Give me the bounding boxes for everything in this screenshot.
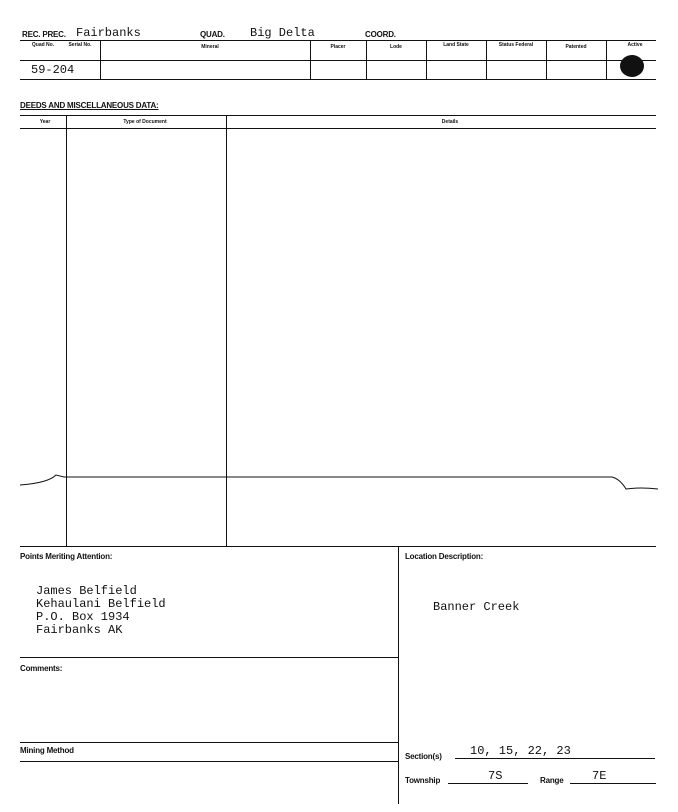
range-label: Range [540,776,564,785]
col-sep [310,41,311,79]
section-underline [455,758,655,759]
comments-top-rule [20,657,398,658]
col-sep [366,41,367,79]
quad-value: Big Delta [250,26,315,40]
col-sep [426,41,427,79]
header-bottom-rule [20,79,656,80]
points-line: Kehaulani Belfield [36,597,166,611]
township-value: 7S [488,769,503,783]
col-placer: Placer [330,44,346,50]
header-mid-rule [20,60,656,61]
rec-prec-value: Fairbanks [76,26,141,40]
points-line: P.O. Box 1934 [36,610,130,624]
col-details: Details [441,119,459,125]
header-top-rule [20,40,656,41]
range-value: 7E [592,769,607,783]
range-underline [570,783,656,784]
location-label: Location Description: [405,552,484,561]
col-sep [486,41,487,79]
col-status-federal: Status Federal [498,42,534,48]
mining-bottom-rule [20,761,398,762]
quad-serial-value: 59-204 [31,63,75,77]
bottom-col-sep [398,546,399,804]
coord-label: COORD. [365,30,396,39]
deeds-header-rule [20,128,656,129]
fold-line [0,465,678,495]
township-underline [448,783,528,784]
col-sep [100,41,101,79]
col-mineral: Mineral [201,44,219,50]
col-lode: Lode [390,44,402,50]
rec-prec-label: REC. PREC. [22,30,66,39]
col-sep [546,41,547,79]
col-type-of-document: Type of Document [123,119,167,125]
points-line: Fairbanks AK [36,623,123,637]
deeds-title: DEEDS AND MISCELLANEOUS DATA: [20,101,159,110]
deeds-bottom-rule [20,546,656,547]
col-land-state: Land State [443,42,469,48]
col-serial-no: Serial No. [68,42,92,48]
col-patented: Patented [565,44,587,50]
section-value: 10, 15, 22, 23 [470,744,571,758]
mining-label: Mining Method [20,746,74,755]
mining-top-rule [20,742,398,743]
points-line: James Belfield [36,584,137,598]
col-year: Year [39,119,51,125]
points-label: Points Meriting Attention: [20,552,113,561]
comments-label: Comments: [20,664,63,673]
quad-label: QUAD. [200,30,225,39]
points-block [36,585,166,637]
section-label: Section(s) [405,752,442,761]
col-sep [606,41,607,79]
col-active: Active [627,42,643,48]
township-label: Township [405,776,441,785]
deeds-top-rule [20,115,656,116]
col-quad-no: Quad No. [31,42,55,48]
active-mark-icon [620,55,644,77]
location-value: Banner Creek [433,600,520,614]
